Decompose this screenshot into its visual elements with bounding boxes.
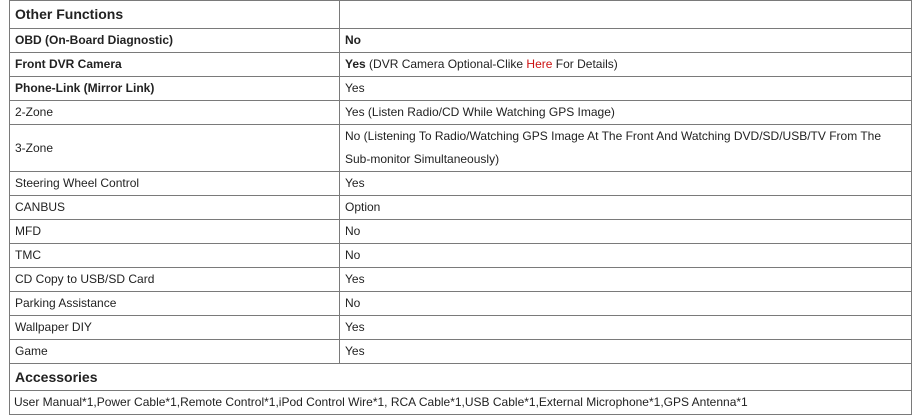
row-label: Phone-Link (Mirror Link) bbox=[10, 77, 340, 101]
row-label: Steering Wheel Control bbox=[10, 172, 340, 196]
row-value: Yes (Listen Radio/CD While Watching GPS Image) bbox=[340, 101, 912, 125]
row-label: Game bbox=[10, 340, 340, 364]
row-value: Yes bbox=[340, 340, 912, 364]
row-label: 2-Zone bbox=[10, 101, 340, 125]
table-row bbox=[10, 220, 912, 244]
row-label: CANBUS bbox=[10, 196, 340, 220]
accessories-list: User Manual*1,Power Cable*1,Remote Control*1,iPod Control Wire*1, RCA Cable*1,USB Cable*1,External Microphone*1,GPS Antenna*1 bbox=[10, 391, 912, 415]
table-row bbox=[10, 196, 912, 220]
table-row bbox=[10, 340, 912, 364]
table-row bbox=[10, 125, 912, 172]
row-value: No (Listening To Radio/Watching GPS Image At The Front And Watching DVD/SD/USB/TV From The Sub-monitor Simultaneously) bbox=[340, 125, 912, 172]
section-title: Other Functions bbox=[10, 1, 340, 29]
details-link[interactable]: Here bbox=[526, 57, 553, 71]
row-value: Yes bbox=[340, 172, 912, 196]
row-value: No bbox=[340, 29, 912, 53]
table-row bbox=[10, 268, 912, 292]
row-value: No bbox=[340, 292, 912, 316]
row-value: Yes bbox=[340, 316, 912, 340]
row-label: Front DVR Camera bbox=[10, 53, 340, 77]
row-value bbox=[340, 53, 912, 77]
row-label: 3-Zone bbox=[10, 125, 340, 172]
row-label: MFD bbox=[10, 220, 340, 244]
row-label: OBD (On-Board Diagnostic) bbox=[10, 29, 340, 53]
row-value: No bbox=[340, 220, 912, 244]
row-value-text: For Details) bbox=[552, 57, 618, 71]
row-value: Yes bbox=[340, 268, 912, 292]
specs-table bbox=[9, 0, 912, 415]
row-value-bold: Yes bbox=[345, 57, 366, 71]
section-header-accessories bbox=[10, 364, 912, 391]
table-row bbox=[10, 316, 912, 340]
table-row bbox=[10, 172, 912, 196]
table-row bbox=[10, 77, 912, 101]
section-title: Accessories bbox=[10, 364, 912, 391]
row-label: TMC bbox=[10, 244, 340, 268]
table-row bbox=[10, 29, 912, 53]
row-value: Yes bbox=[340, 77, 912, 101]
row-value-text: (DVR Camera Optional-Clike bbox=[365, 57, 527, 71]
row-label: CD Copy to USB/SD Card bbox=[10, 268, 340, 292]
table-row bbox=[10, 53, 912, 77]
table-row bbox=[10, 292, 912, 316]
section-header-other-functions bbox=[10, 1, 912, 29]
row-value: Option bbox=[340, 196, 912, 220]
accessories-row bbox=[10, 391, 912, 415]
row-value: No bbox=[340, 244, 912, 268]
table-row bbox=[10, 244, 912, 268]
row-label: Parking Assistance bbox=[10, 292, 340, 316]
row-label: Wallpaper DIY bbox=[10, 316, 340, 340]
table-row bbox=[10, 101, 912, 125]
section-title-spacer bbox=[340, 1, 912, 29]
